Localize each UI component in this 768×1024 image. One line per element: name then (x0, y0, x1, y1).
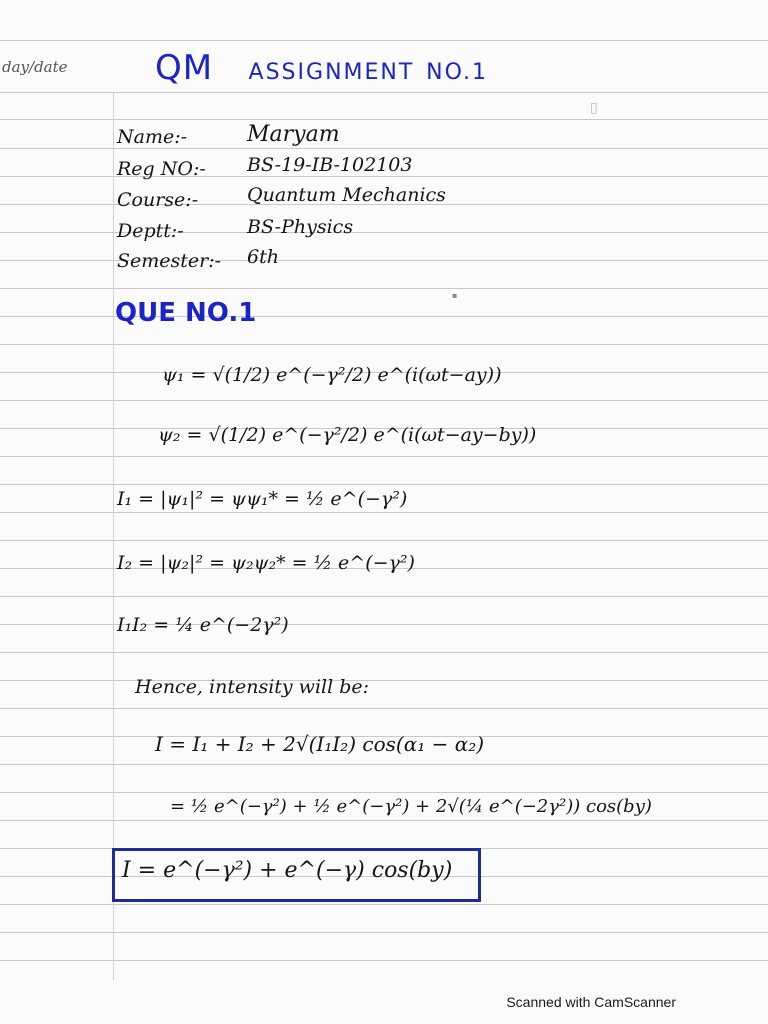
equation-psi1: ψ₁ = √(1/2) e^(−γ²/2) e^(i(ωt−ay)) (162, 364, 502, 386)
ruled-line (0, 680, 768, 681)
equation-intensity-1: I₁ = |ψ₁|² = ψψ₁* = ½ e^(−γ²) (117, 488, 408, 510)
ruled-line (0, 92, 768, 93)
ruled-line (0, 792, 768, 793)
page-title (155, 48, 488, 88)
ruled-line (0, 764, 768, 765)
ruled-line (0, 960, 768, 961)
name-label: Name:- (117, 126, 188, 148)
name-value: Maryam (247, 122, 340, 147)
equation-product: I₁I₂ = ¼ e^(−2γ²) (117, 614, 289, 636)
final-result: I = e^(−γ²) + e^(−γ) cos(by) (122, 858, 453, 883)
hence-statement: Hence, intensity will be: (135, 676, 370, 698)
equation-psi2: ψ₂ = √(1/2) e^(−γ²/2) e^(i(ωt−ay−by)) (158, 424, 537, 446)
dot-mark: ▪ (452, 291, 458, 300)
course-value: Quantum Mechanics (247, 184, 446, 206)
ruled-line (0, 652, 768, 653)
question-heading: QUE NO.1 (115, 298, 257, 328)
ruled-line (0, 820, 768, 821)
day-date-label: day/date (2, 58, 68, 76)
title-assignment: ASSIGNMENT (248, 60, 415, 85)
equation-substituted: = ½ e^(−γ²) + ½ e^(−γ²) + 2√(¼ e^(−2γ²)) cos(by) (170, 796, 652, 817)
margin-line (113, 92, 114, 980)
reg-value: BS-19-IB-102103 (247, 154, 413, 176)
dept-value: BS-Physics (247, 216, 354, 238)
ruled-line (0, 400, 768, 401)
ruled-line (0, 596, 768, 597)
ruled-line (0, 288, 768, 289)
reg-label: Reg NO:- (117, 158, 206, 180)
ruled-line (0, 904, 768, 905)
ruled-line (0, 512, 768, 513)
course-label: Course:- (117, 189, 199, 211)
ruled-line (0, 148, 768, 149)
ruled-line (0, 932, 768, 933)
semester-value: 6th (247, 246, 279, 268)
ruled-line (0, 708, 768, 709)
ruled-line (0, 40, 768, 41)
title-number: NO.1 (426, 60, 488, 85)
ruled-line (0, 232, 768, 233)
title-main: QM (155, 48, 214, 88)
ruled-line (0, 344, 768, 345)
scanner-watermark: Scanned with CamScanner (506, 994, 676, 1010)
ruled-line (0, 176, 768, 177)
ruled-line (0, 624, 768, 625)
ruled-line (0, 484, 768, 485)
ruled-line (0, 456, 768, 457)
semester-label: Semester:- (117, 250, 222, 272)
equation-intensity-2: I₂ = |ψ₂|² = ψ₂ψ₂* = ½ e^(−γ²) (117, 552, 415, 574)
dept-label: Deptt:- (117, 220, 184, 242)
equation-total-intensity: I = I₁ + I₂ + 2√(I₁I₂) cos(α₁ − α₂) (155, 732, 485, 756)
ruled-line (0, 260, 768, 261)
ruled-line (0, 119, 768, 120)
smudge-mark: ▯ (590, 100, 598, 116)
ruled-line (0, 540, 768, 541)
